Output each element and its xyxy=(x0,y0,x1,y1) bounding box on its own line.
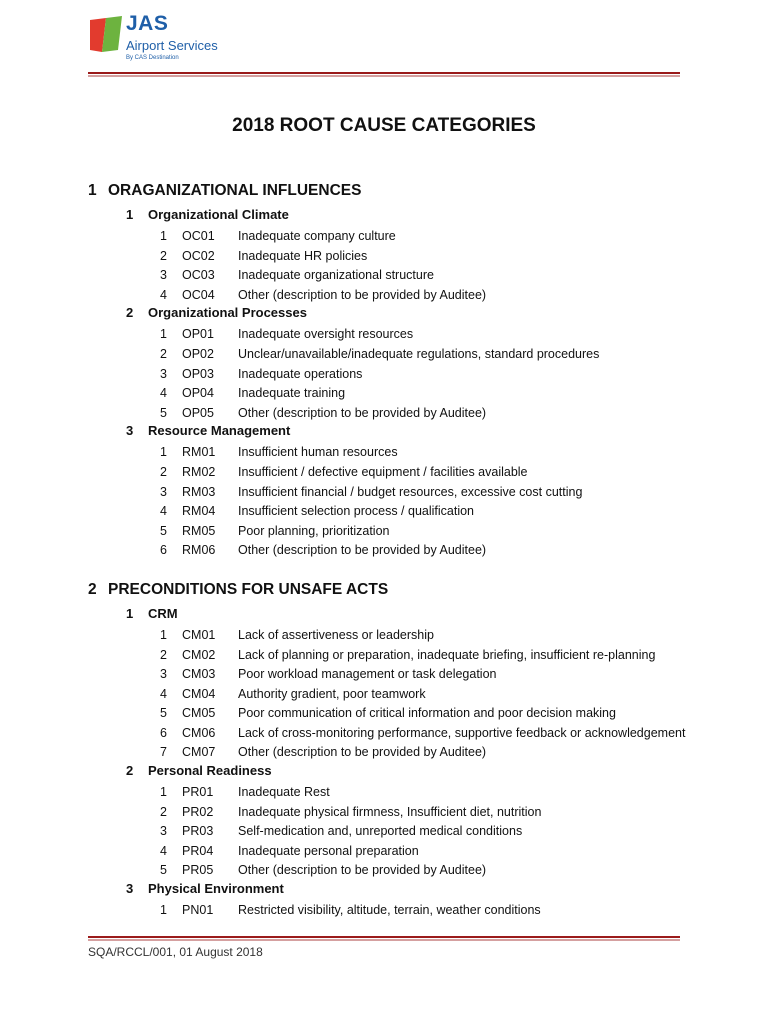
item-code: PR02 xyxy=(182,804,214,819)
item-description: Other (description to be provided by Auditee) xyxy=(238,745,487,760)
item-description: Lack of assertiveness or leadership xyxy=(238,627,434,642)
item-description: Unclear/unavailable/inadequate regulations, standard procedures xyxy=(238,346,600,361)
cause-item xyxy=(0,286,768,306)
item-description: Insufficient financial / budget resources, excessive cost cutting xyxy=(238,484,583,499)
item-code: CM03 xyxy=(182,667,216,682)
item-number: 3 xyxy=(160,366,167,381)
item-code: OC01 xyxy=(182,229,215,243)
cause-item xyxy=(0,646,768,666)
item-code: CM04 xyxy=(182,686,216,701)
item-description: Authority gradient, poor teamwork xyxy=(238,686,426,701)
subsection-number: 2 xyxy=(126,305,134,321)
item-code: RM05 xyxy=(182,523,216,538)
item-code: OC04 xyxy=(182,287,215,302)
item-code: CM07 xyxy=(182,745,216,760)
cause-item xyxy=(0,743,768,763)
item-number: 5 xyxy=(160,405,167,420)
cause-item xyxy=(0,345,768,365)
item-code: OC02 xyxy=(182,248,215,263)
item-description: Inadequate personal preparation xyxy=(238,843,419,858)
item-number: 2 xyxy=(160,464,167,479)
item-number: 1 xyxy=(160,785,167,800)
section-heading xyxy=(0,182,768,207)
item-code: CM05 xyxy=(182,706,216,721)
item-description: Inadequate oversight resources xyxy=(238,327,414,342)
item-number: 4 xyxy=(160,386,167,401)
item-number: 3 xyxy=(160,667,167,682)
cause-item xyxy=(0,483,768,503)
item-number: 5 xyxy=(160,863,167,878)
item-description: Lack of planning or preparation, inadequate briefing, insufficient re-planning xyxy=(238,647,656,662)
item-code: RM06 xyxy=(182,543,216,558)
cause-item xyxy=(0,901,768,921)
item-description: Insufficient / defective equipment / facilities available xyxy=(238,464,528,479)
subsection-heading xyxy=(0,881,768,901)
item-number: 4 xyxy=(160,287,167,302)
subsection-title: Resource Management xyxy=(148,423,291,439)
cause-item xyxy=(0,227,768,247)
item-description: Inadequate Rest xyxy=(238,785,330,800)
cause-item xyxy=(0,404,768,424)
item-description: Poor communication of critical information and poor decision making xyxy=(238,706,616,721)
item-code: PR05 xyxy=(182,863,214,878)
cause-item xyxy=(0,325,768,345)
item-number: 2 xyxy=(160,647,167,662)
item-code: OP03 xyxy=(182,366,214,381)
subsection-number: 3 xyxy=(126,881,134,897)
item-description: Self-medication and, unreported medical conditions xyxy=(238,824,523,839)
item-description: Other (description to be provided by Auditee) xyxy=(238,543,487,558)
subsection-heading xyxy=(0,305,768,325)
subsection-number: 1 xyxy=(126,605,134,621)
item-number: 1 xyxy=(160,903,167,918)
item-number: 2 xyxy=(160,346,167,361)
cause-item xyxy=(0,522,768,542)
subsection-number: 1 xyxy=(126,207,134,222)
item-number: 3 xyxy=(160,268,167,283)
cause-item xyxy=(0,443,768,463)
item-code: RM03 xyxy=(182,484,216,499)
item-description: Inadequate operations xyxy=(238,366,363,381)
item-description: Inadequate company culture xyxy=(238,229,396,243)
item-description: Insufficient human resources xyxy=(238,445,398,460)
item-number: 3 xyxy=(160,824,167,839)
item-number: 1 xyxy=(160,627,167,642)
item-code: RM01 xyxy=(182,445,216,460)
cause-item xyxy=(0,365,768,385)
item-number: 2 xyxy=(160,804,167,819)
subsection-title: Personal Readiness xyxy=(148,763,272,779)
item-number: 4 xyxy=(160,686,167,701)
cause-item xyxy=(0,842,768,862)
subsection-title: Organizational Processes xyxy=(148,305,307,321)
item-number: 1 xyxy=(160,327,167,342)
item-code: OC03 xyxy=(182,268,215,283)
cause-item xyxy=(0,685,768,705)
item-description: Lack of cross-monitoring performance, supportive feedback or acknowledgement xyxy=(238,725,686,740)
item-code: OP04 xyxy=(182,386,214,401)
subsection-heading xyxy=(0,763,768,783)
item-code: CM02 xyxy=(182,647,216,662)
item-code: PR04 xyxy=(182,843,214,858)
item-description: Inadequate HR policies xyxy=(238,248,368,263)
cause-item xyxy=(0,266,768,286)
footer-divider xyxy=(88,936,680,941)
item-code: RM02 xyxy=(182,464,216,479)
item-description: Inadequate training xyxy=(238,386,346,401)
subsection-title: CRM xyxy=(148,605,178,621)
item-code: OP05 xyxy=(182,405,214,420)
item-number: 4 xyxy=(160,504,167,519)
item-description: Restricted visibility, altitude, terrain, weather conditions xyxy=(238,903,541,918)
logo-name: Airport Services xyxy=(126,38,218,53)
subsection-heading xyxy=(0,423,768,443)
item-description: Inadequate organizational structure xyxy=(238,268,434,283)
logo-brand: JAS xyxy=(126,12,169,35)
cause-item xyxy=(0,463,768,483)
item-number: 1 xyxy=(160,445,167,460)
item-number: 3 xyxy=(160,484,167,499)
section-gap xyxy=(0,561,768,581)
cause-item xyxy=(0,704,768,724)
footer-reference: SQA/RCCL/001, 01 August 2018 xyxy=(88,945,263,959)
cause-item xyxy=(0,541,768,561)
item-number: 4 xyxy=(160,843,167,858)
item-code: CM01 xyxy=(182,627,216,642)
item-number: 6 xyxy=(160,725,167,740)
section-title: PRECONDITIONS FOR UNSAFE ACTS xyxy=(108,580,389,598)
cause-item xyxy=(0,626,768,646)
section-title: ORAGANIZATIONAL INFLUENCES xyxy=(108,182,362,199)
company-logo xyxy=(88,14,228,64)
item-number: 5 xyxy=(160,706,167,721)
item-number: 2 xyxy=(160,248,167,263)
item-description: Other (description to be provided by Auditee) xyxy=(238,405,487,420)
item-code: OP02 xyxy=(182,346,214,361)
cause-item xyxy=(0,384,768,404)
item-code: PR01 xyxy=(182,785,214,800)
logo-byline: By CAS Destination xyxy=(126,55,179,61)
item-code: PR03 xyxy=(182,824,214,839)
cause-item xyxy=(0,783,768,803)
cause-item xyxy=(0,665,768,685)
item-description: Other (description to be provided by Auditee) xyxy=(238,863,487,878)
subsection-heading xyxy=(0,207,768,227)
cause-item xyxy=(0,861,768,881)
cause-item xyxy=(0,724,768,744)
item-code: PN01 xyxy=(182,903,214,918)
item-description: Insufficient selection process / qualification xyxy=(238,504,475,519)
item-code: CM06 xyxy=(182,725,216,740)
cause-item xyxy=(0,803,768,823)
item-number: 7 xyxy=(160,745,167,760)
subsection-title: Organizational Climate xyxy=(148,207,289,222)
item-description: Poor planning, prioritization xyxy=(238,523,390,538)
header-divider xyxy=(88,72,680,77)
root-cause-list xyxy=(0,182,768,921)
item-code: OP01 xyxy=(182,327,214,342)
item-number: 6 xyxy=(160,543,167,558)
item-code: RM04 xyxy=(182,504,216,519)
item-number: 5 xyxy=(160,523,167,538)
page-title: 2018 ROOT CAUSE CATEGORIES xyxy=(232,115,536,136)
cause-item xyxy=(0,247,768,267)
subsection-number: 3 xyxy=(126,423,134,439)
item-description: Inadequate physical firmness, Insufficient diet, nutrition xyxy=(238,804,542,819)
subsection-heading xyxy=(0,606,768,626)
section-heading xyxy=(0,581,768,606)
item-description: Other (description to be provided by Auditee) xyxy=(238,287,487,302)
subsection-number: 2 xyxy=(126,763,134,779)
item-description: Poor workload management or task delegation xyxy=(238,667,497,682)
logo-mark-icon xyxy=(88,16,124,54)
section-number: 2 xyxy=(88,580,97,598)
subsection-title: Physical Environment xyxy=(148,881,284,897)
section-number: 1 xyxy=(88,182,97,199)
cause-item xyxy=(0,822,768,842)
cause-item xyxy=(0,502,768,522)
item-number: 1 xyxy=(160,229,167,243)
